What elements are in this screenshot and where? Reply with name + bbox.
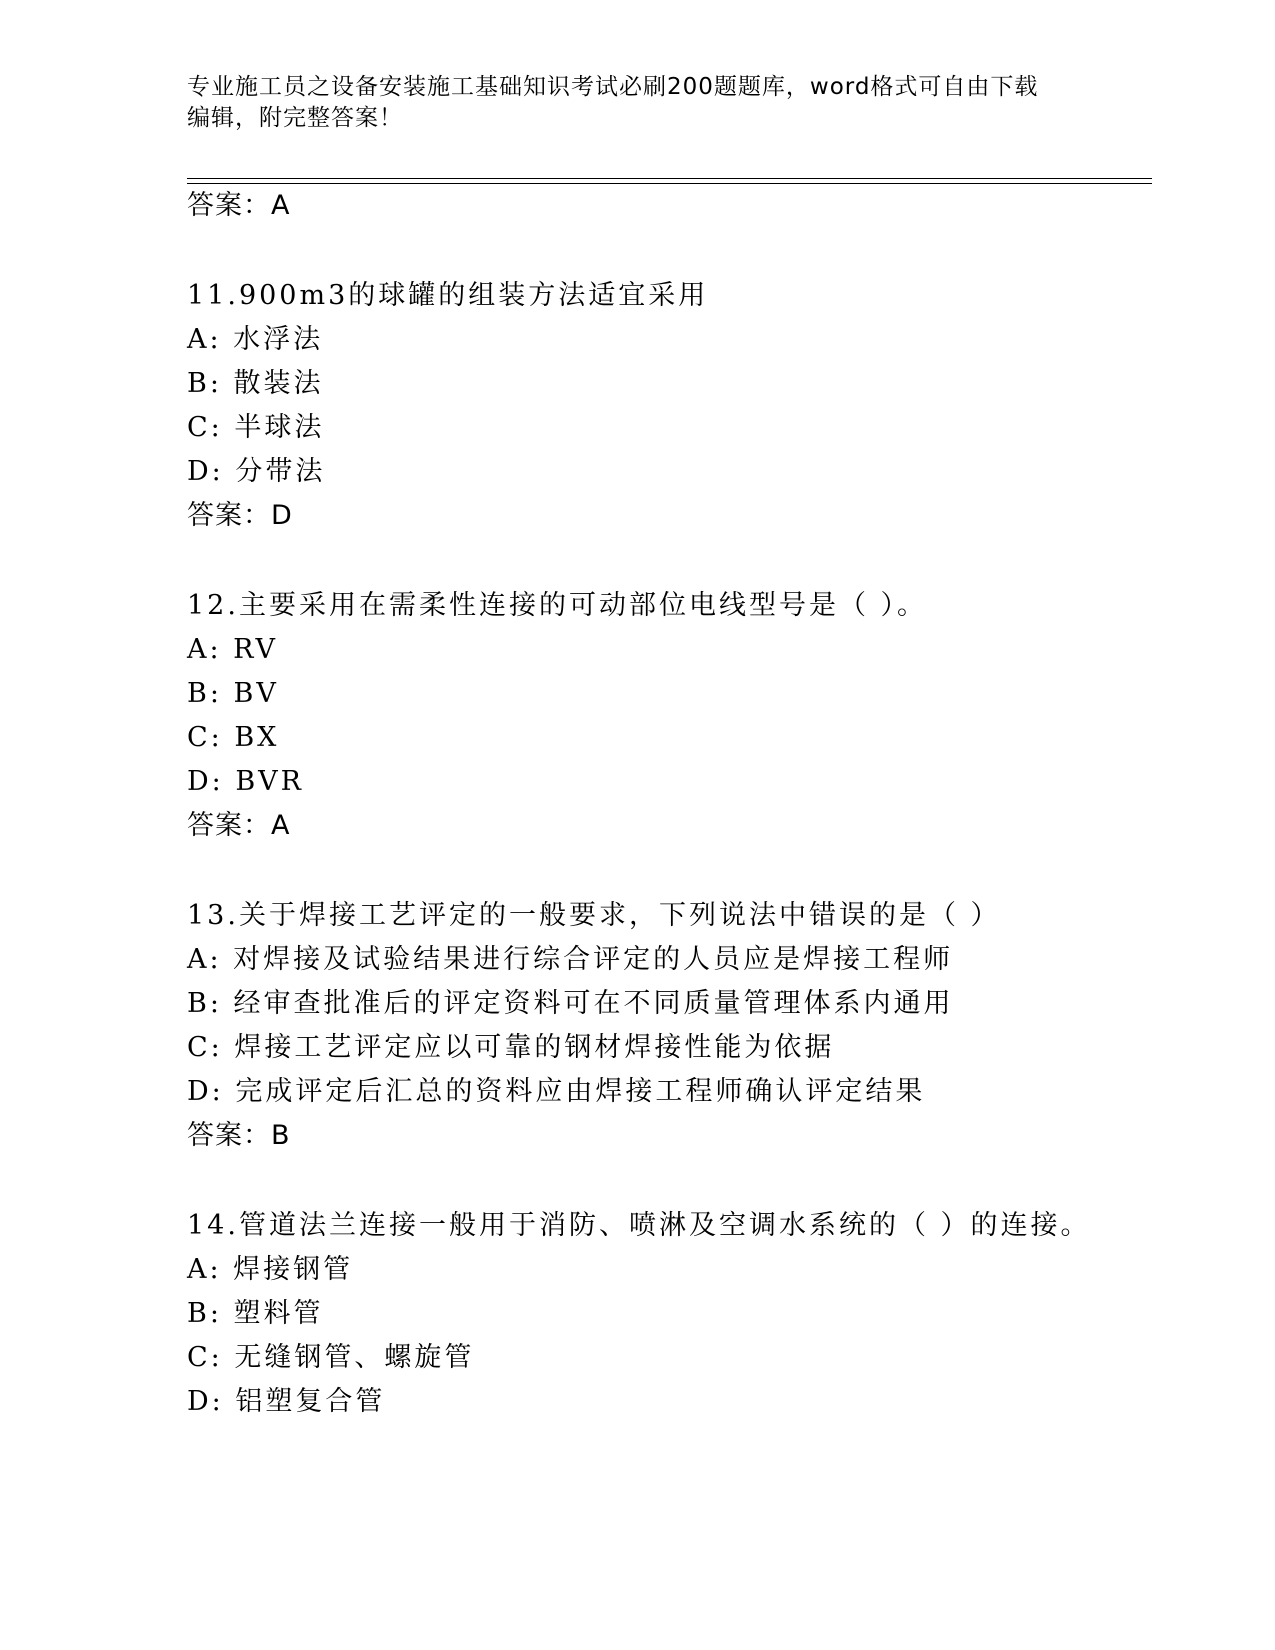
option-c: C: BX: [187, 722, 280, 753]
answer-line: 答案：A: [187, 810, 291, 841]
question-stem: 12.主要采用在需柔性连接的可动部位电线型号是（ ）。: [187, 590, 928, 621]
header-divider-top: [187, 178, 1152, 179]
option-d: D: 铝塑复合管: [187, 1386, 386, 1417]
option-c: C: 焊接工艺评定应以可靠的钢材焊接性能为依据: [187, 1032, 835, 1063]
question-stem: 13.关于焊接工艺评定的一般要求，下列说法中错误的是（ ）: [187, 900, 1001, 931]
option-d: D: BVR: [187, 766, 304, 797]
answer-line: 答案：B: [187, 1120, 291, 1151]
option-b: B: BV: [187, 678, 279, 709]
option-d: D: 完成评定后汇总的资料应由焊接工程师确认评定结果: [187, 1076, 926, 1107]
question-stem: 14.管道法兰连接一般用于消防、喷淋及空调水系统的（ ）的连接。: [187, 1210, 1091, 1241]
header-line-1: 专业施工员之设备安装施工基础知识考试必刷200题题库，word格式可自由下载: [187, 74, 1039, 100]
option-a: A: 水浮法: [187, 324, 324, 355]
document-header: [187, 72, 1067, 134]
option-a: A: RV: [187, 634, 279, 665]
answer-line: 答案：D: [187, 500, 293, 531]
question-stem: 11.900m3的球罐的组装方法适宜采用: [187, 280, 709, 311]
header-line-2: 编辑，附完整答案！: [187, 105, 403, 131]
answer-line: 答案：A: [187, 190, 291, 221]
header-divider-bottom: [187, 183, 1152, 184]
option-c: C: 无缝钢管、螺旋管: [187, 1342, 475, 1373]
option-a: A: 对焊接及试验结果进行综合评定的人员应是焊接工程师: [187, 944, 954, 975]
option-b: B: 散装法: [187, 368, 324, 399]
option-a: A: 焊接钢管: [187, 1254, 354, 1285]
option-b: B: 塑料管: [187, 1298, 324, 1329]
option-b: B: 经审查批准后的评定资料可在不同质量管理体系内通用: [187, 988, 954, 1019]
option-d: D: 分带法: [187, 456, 326, 487]
option-c: C: 半球法: [187, 412, 325, 443]
